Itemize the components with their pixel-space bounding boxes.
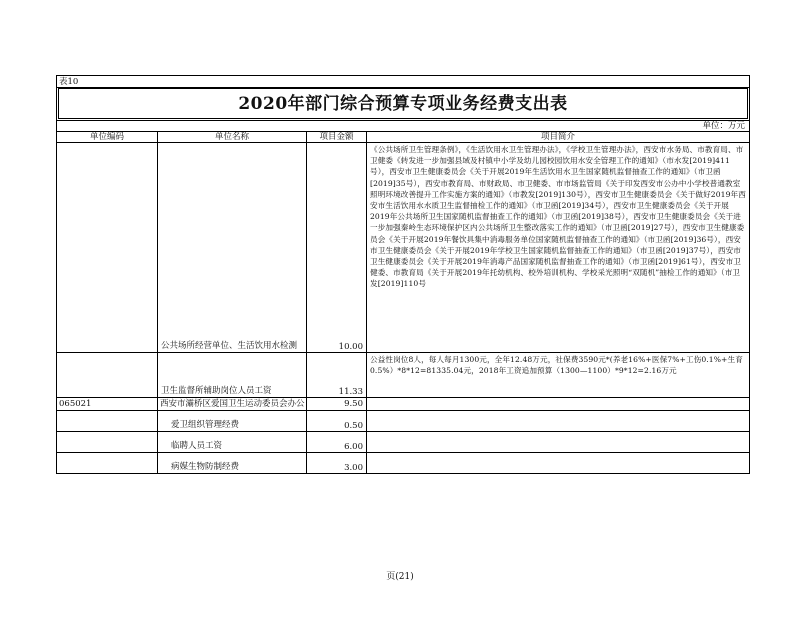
unit-name-cell: 西安市灞桥区爱国卫生运动委员会办公 bbox=[157, 398, 306, 411]
amount-cell: 10.00 bbox=[306, 143, 366, 353]
description-cell bbox=[366, 411, 750, 432]
table-row bbox=[56, 398, 750, 411]
page-footer: 页(21) bbox=[386, 572, 414, 582]
amount-cell: 3.00 bbox=[306, 453, 366, 474]
header-unit-name: 单位名称 bbox=[157, 131, 306, 143]
header-amount: 项目金额 bbox=[306, 131, 366, 143]
description-cell bbox=[366, 453, 750, 474]
description-cell bbox=[366, 398, 750, 411]
unit-name-cell: 公共场所经营单位、生活饮用水检测 bbox=[157, 143, 306, 353]
description-cell bbox=[366, 432, 750, 453]
table-row bbox=[56, 143, 750, 353]
unit-name-cell: 卫生监督所辅助岗位人员工资 bbox=[157, 353, 306, 398]
unit-label: 单位：万元 bbox=[56, 121, 750, 131]
amount-cell: 0.50 bbox=[306, 411, 366, 432]
amount-cell: 6.00 bbox=[306, 432, 366, 453]
page-title: 2020年部门综合预算专项业务经费支出表 bbox=[58, 88, 748, 119]
table-row bbox=[56, 432, 750, 453]
description-cell: 《公共场所卫生管理条例》，《生活饮用水卫生管理办法》，《学校卫生管理办法》，西安市水务局、市教育局、市卫健委《转发进一步加强县域及村镇中小学及幼儿园校园饮用水安全管理工作的通知》（市水发[2019]411号），西安市卫生健康委员会《关于开展2019年生活饮用水卫生国家随机监督抽查工作的通知》（市卫函[2019]35号），西安市教育局、市财政局、市卫健委、市市场监管局《关于印发西安市公办中小学校普通教室照明环境改善提升工作实施方案的通知》（市教发[2019]130号），西安市卫生健康委员会《关于做好2019年西安市生活饮用水水质卫生监督抽检工作的通知》（市卫函[2019]34号），西安市卫生健康委员会《关于开展2019年公共场所卫生国家随机监督抽查工作的通知》（市卫函[2019]38号），西安市卫生健康委员会《关于进一步加强秦岭生态环境保护区内公共场所卫生整改落实工作的通知》（市卫函[2019]27号），西安市卫生健康委员会《关于开展2019年餐饮具集中消毒服务单位国家随机监督抽查工作的通知》（市卫函[2019]36号），西安市卫生健康委员会《关于开展2019年学校卫生国家随机监督抽查工作的通知》（市卫函[2019]37号），西安市卫生健康委员会《关于开展2019年消毒产品国家随机监督抽查工作的通知》（市卫函[2019]61号），西安市卫健委、市教育局《关于开展2019年托幼机构、校外培训机构、学校采光照明“双随机”抽检工作的通知》（市卫发[2019]110号 bbox=[366, 143, 750, 353]
header-row bbox=[56, 131, 750, 143]
unit-name-cell: 病媒生物防制经费 bbox=[157, 453, 306, 474]
unit-row bbox=[56, 121, 750, 131]
amount-cell: 9.50 bbox=[306, 398, 366, 411]
unit-code-cell bbox=[56, 143, 157, 353]
table-row bbox=[56, 353, 750, 398]
unit-code-cell bbox=[56, 353, 157, 398]
unit-code-cell bbox=[56, 453, 157, 474]
title-row bbox=[56, 88, 750, 121]
unit-code-cell bbox=[56, 432, 157, 453]
amount-cell: 11.33 bbox=[306, 353, 366, 398]
unit-name-cell: 爱卫组织管理经费 bbox=[157, 411, 306, 432]
table-number: 表10 bbox=[56, 75, 750, 88]
unit-name-cell: 临聘人员工资 bbox=[157, 432, 306, 453]
table-row bbox=[56, 411, 750, 432]
header-unit-code: 单位编码 bbox=[56, 131, 157, 143]
unit-code-cell bbox=[56, 411, 157, 432]
header-description: 项目简介 bbox=[366, 131, 750, 143]
table-row bbox=[56, 453, 750, 474]
unit-code-cell: 065021 bbox=[56, 398, 157, 411]
table-number-row bbox=[56, 75, 750, 88]
description-cell: 公益性岗位8人，每人每月1300元，全年12.48万元，社保费3590元*(养老16%+医保7%+工伤0.1%+生育0.5%）*8*12=81335.04元，2018年工资追加预算（1300—1100）*9*12=2.16万元 bbox=[366, 353, 750, 398]
